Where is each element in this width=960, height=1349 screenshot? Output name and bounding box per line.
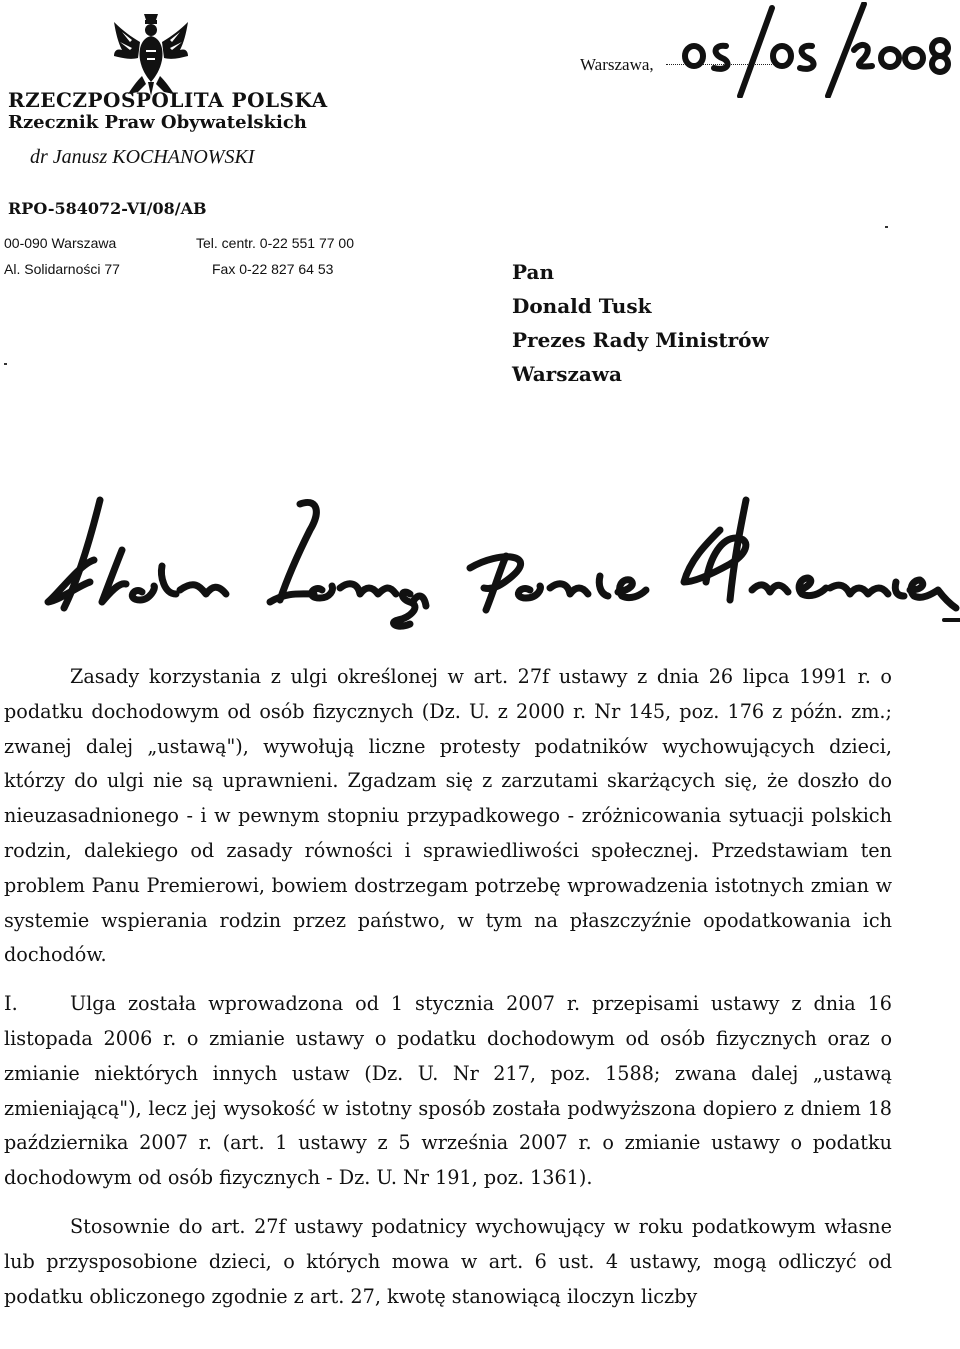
phone-number: Tel. centr. 0-22 551 77 00: [196, 235, 354, 251]
institution-office: Rzecznik Praw Obywatelskich: [8, 112, 307, 133]
addressee-title: Pan: [512, 260, 555, 284]
addressee-position: Prezes Rady Ministrów: [512, 328, 769, 352]
reference-number: RPO-584072-VI/08/AB: [8, 199, 207, 218]
address-line-2: Al. Solidarności 77: [4, 261, 120, 277]
scan-speck: [4, 363, 7, 365]
institution-name: RZECZPOSPOLITA POLSKA: [8, 88, 328, 112]
addressee-city: Warszawa: [512, 362, 622, 386]
author-name: dr Janusz KOCHANOWSKI: [30, 146, 255, 168]
date-city-label: Warszawa,: [580, 55, 654, 74]
addressee-name: Donald Tusk: [512, 294, 652, 318]
scan-speck: [885, 226, 888, 228]
handwritten-salutation: [30, 490, 960, 650]
fax-number: Fax 0-22 827 64 53: [212, 261, 334, 277]
polish-eagle-icon: [112, 12, 190, 96]
section-mark: I.: [4, 992, 18, 1016]
handwritten-date: [678, 2, 960, 98]
paragraph-section-1-text: Ulga została wprowadzona od 1 stycznia 2007 r. przepisami ustawy z dnia 16 listopada 2006 r. o zmianie ustawy o podatku dochodowym od osób fizycznych oraz o zmianie niektórych innych ustaw (Dz. U. Nr 217, poz. 1588; zwana dalej „ustawą zmieniającą"), lecz jej wysokość w istotny sposób została podwyższona dopiero z dniem 18 października 2007 r. (art. 1 ustawy z 5 września 2007 r. o zmianie ustawy o podatku dochodowym od osób fizycznych - Dz. U. Nr 191, poz. 1361).: [4, 992, 892, 1190]
letter-body: [4, 660, 892, 1314]
paragraph-intro: Zasady korzystania z ulgi określonej w art. 27f ustawy z dnia 26 lipca 1991 r. o podatku dochodowym od osób fizycznych (Dz. U. z 2000 r. Nr 145, poz. 176 z późn. zm.; zwanej dalej „ustawą"), wywołują liczne protesty podatników wychowujących dzieci, którzy do ulgi nie są uprawnieni. Zgadzam się z zarzutami skarżących się, że doszło do nieuzasadnionego - i w pewnym stopniu przypadkowego - zróżnicowania sytuacji polskich rodzin, dalekiego od zasady równości i sprawiedliwości społecznej. Przedstawiam ten problem Panu Premierowi, bowiem dostrzegam potrzebę wprowadzenia istotnych zmian w systemie wspierania rodzin przez państwo, w tym na płaszczyźnie opodatkowania ich dochodów.: [4, 665, 892, 967]
paragraph-art27f: Stosownie do art. 27f ustawy podatnicy wychowujący w roku podatkowym własne lub przysposobione dzieci, o których mowa w art. 6 ust. 4 ustawy, mogą odliczyć od podatku obliczonego zgodnie z art. 27, kwotę stanowiącą iloczyn liczby: [4, 1214, 892, 1308]
address-line-1: 00-090 Warszawa: [4, 235, 117, 251]
paragraph-section-1: [4, 987, 892, 1196]
